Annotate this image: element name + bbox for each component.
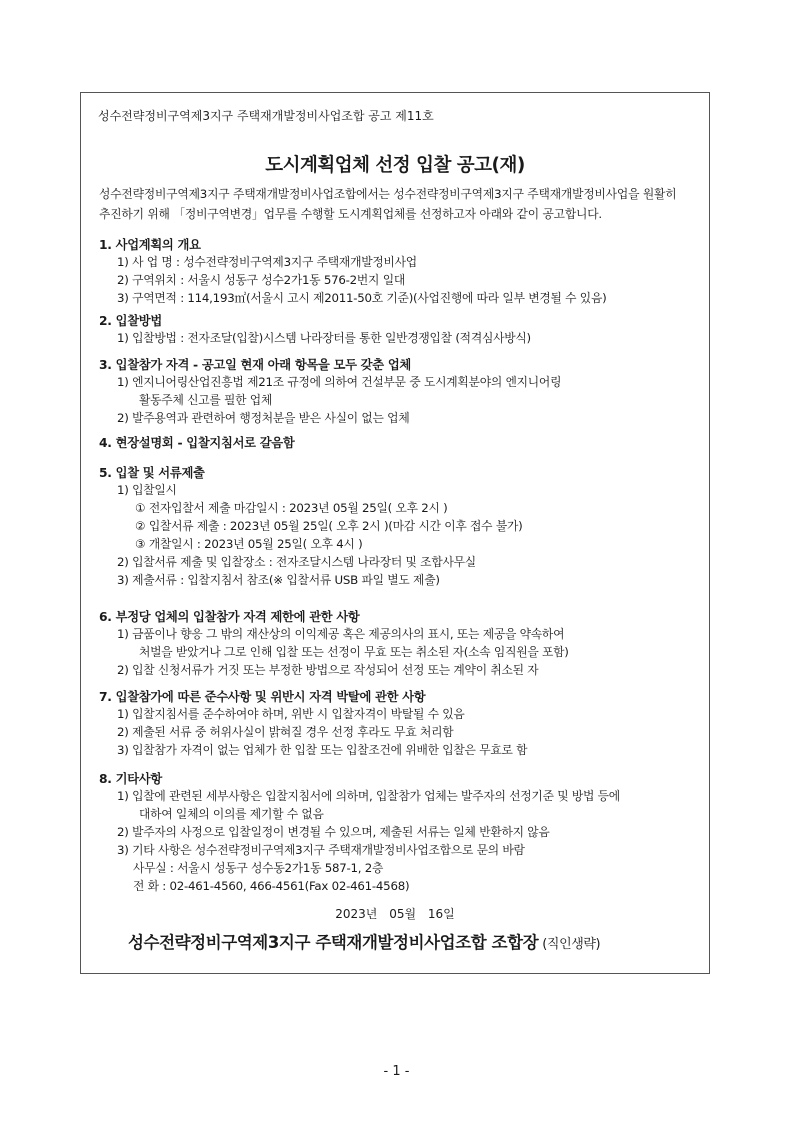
section-8-item-2: 2) 발주자의 사정으로 입찰일정이 변경될 수 있으며, 제출된 서류는 일체 반환하지 않음 — [117, 825, 550, 839]
section-5-subitem-2: ② 입찰서류 제출 : 2023년 05월 25일( 오후 2시 )(마감 시간 이후 접수 불가) — [135, 519, 523, 533]
signature-line — [128, 929, 600, 953]
section-7-item-3: 3) 입찰참가 자격이 없는 업체가 한 입찰 또는 입찰조건에 위배한 입찰은 무효로 함 — [117, 743, 528, 757]
notice-frame — [80, 92, 710, 974]
section-8-item-1: 1) 입찰에 관련된 세부사항은 입찰지침서에 의하며, 입찰참가 업체는 발주자의 선정기준 및 방법 등에 — [117, 789, 620, 803]
section-8-item-1-cont: 대하여 일체의 이의를 제기할 수 없음 — [139, 807, 324, 821]
contact-phone: 전 화 : 02-461-4560, 466-4561(Fax 02-461-4568) — [133, 879, 410, 893]
section-2-item-1: 1) 입찰방법 : 전자조달(입찰)시스템 나라장터를 통한 일반경쟁입찰 (적격심사방식) — [117, 331, 531, 345]
section-8-heading: 8. 기타사항 — [99, 772, 162, 786]
section-5-heading: 5. 입찰 및 서류제출 — [99, 466, 205, 480]
section-7-heading: 7. 입찰참가에 따른 준수사항 및 위반시 자격 박탈에 관한 사항 — [99, 690, 426, 704]
section-5-subitem-3: ③ 개찰일시 : 2023년 05월 25일( 오후 4시 ) — [135, 537, 363, 551]
page-number: - 1 - — [383, 1064, 410, 1079]
section-7-item-2: 2) 제출된 서류 중 허위사실이 밝혀질 경우 선정 후라도 무효 처리함 — [117, 725, 454, 739]
seal-omitted-note: (직인생략) — [542, 937, 601, 952]
section-6-item-2: 2) 입찰 신청서류가 거짓 또는 부정한 방법으로 작성되어 선정 또는 계약이 취소된 자 — [117, 663, 539, 677]
intro-line-1: 성수전략정비구역제3지구 주택재개발정비사업조합에서는 성수전략정비구역제3지구 주택재개발정비사업을 원활히 — [99, 187, 677, 201]
section-6-heading: 6. 부정당 업체의 입찰참가 자격 제한에 관한 사항 — [99, 610, 360, 624]
section-7-item-1: 1) 입찰지침서를 준수하여야 하며, 위반 시 입찰자격이 박탈될 수 있음 — [117, 707, 465, 721]
notice-number: 성수전략정비구역제3지구 주택재개발정비사업조합 공고 제11호 — [98, 109, 434, 123]
section-4-heading: 4. 현장설명회 - 입찰지침서로 갈음함 — [99, 436, 295, 450]
section-5-subitem-1: ① 전자입찰서 제출 마감일시 : 2023년 05월 25일( 오후 2시 ) — [135, 501, 448, 515]
document-title: 도시계획업체 선정 입찰 공고(재) — [265, 155, 525, 176]
section-3-item-2: 2) 발주용역과 관련하여 행정처분을 받은 사실이 없는 업체 — [117, 411, 410, 425]
signature-text: 성수전략정비구역제3지구 주택재개발정비사업조합 조합장 — [128, 933, 539, 952]
section-1-item-2: 2) 구역위치 : 서울시 성동구 성수2가1동 576-2번지 일대 — [117, 273, 405, 287]
section-3-heading: 3. 입찰참가 자격 - 공고일 현재 아래 항목을 모두 갖춘 업체 — [99, 358, 411, 372]
issue-date: 2023년 05월 16일 — [335, 907, 455, 921]
section-5-item-3: 3) 제출서류 : 입찰지침서 참조(※ 입찰서류 USB 파일 별도 제출) — [117, 573, 440, 587]
section-2-heading: 2. 입찰방법 — [99, 314, 162, 328]
section-1-item-1: 1) 사 업 명 : 성수전략정비구역제3지구 주택재개발정비사업 — [117, 255, 417, 269]
section-8-item-3: 3) 기타 사항은 성수전략정비구역제3지구 주택재개발정비사업조합으로 문의 바람 — [117, 843, 525, 857]
section-6-item-1: 1) 금품이나 향응 그 밖의 재산상의 이익제공 혹은 제공의사의 표시, 또는 제공을 약속하여 — [117, 627, 565, 641]
section-1-heading: 1. 사업계획의 개요 — [99, 238, 201, 252]
section-3-item-1-cont: 활동주체 신고를 필한 업체 — [139, 393, 273, 407]
intro-line-2: 추진하기 위해 「정비구역변경」업무를 수행할 도시계획업체를 선정하고자 아래와 같이 공고합니다. — [99, 207, 602, 221]
section-1-item-3: 3) 구역면적 : 114,193㎡(서울시 고시 제2011-50호 기준)(사업진행에 따라 일부 변경될 수 있음) — [117, 291, 607, 305]
section-5-item-1: 1) 입찰일시 — [117, 483, 177, 497]
section-5-item-2: 2) 입찰서류 제출 및 입찰장소 : 전자조달시스템 나라장터 및 조합사무실 — [117, 555, 476, 569]
section-3-item-1: 1) 엔지니어링산업진흥법 제21조 규정에 의하여 건설부문 중 도시계획분야의 엔지니어링 — [117, 375, 562, 389]
section-6-item-1-cont: 처벌을 받았거나 그로 인해 입찰 또는 선정이 무효 또는 취소된 자(소속 임직원을 포함) — [139, 645, 569, 659]
contact-office: 사무실 : 서울시 성동구 성수동2가1동 587-1, 2층 — [133, 861, 384, 875]
